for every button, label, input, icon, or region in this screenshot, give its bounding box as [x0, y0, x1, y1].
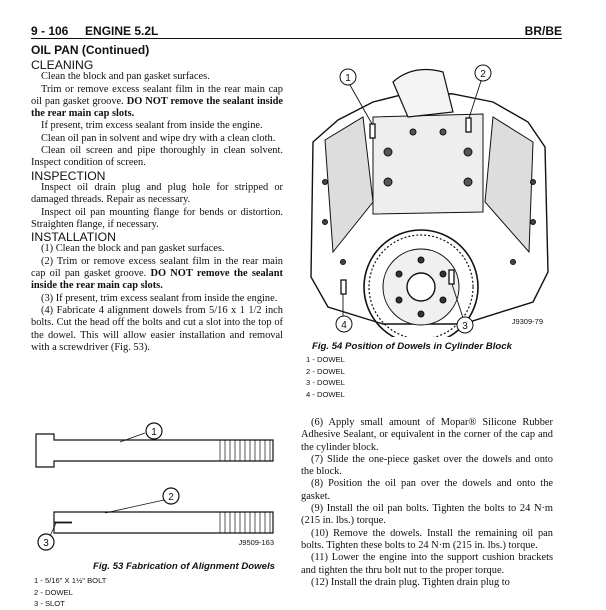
installation-step: (3) If present, trim excess sealant from inside the engine.	[41, 292, 278, 304]
legend-item: 3 - DOWEL	[306, 378, 345, 387]
page-header-left	[31, 24, 158, 38]
cleaning-paragraph: Clean oil screen and pipe thoroughly in clean solvent. Inspect condition of screen.	[31, 145, 283, 169]
inspection-paragraph: Inspect oil pan mounting flange for bends or distortion. Straighten flange, if necessary.	[31, 206, 283, 230]
legend-item: 1 - DOWEL	[306, 355, 345, 364]
fig54-drawing	[303, 62, 555, 337]
installation-step: (8) Position the oil pan over the dowels and onto the gasket.	[301, 478, 553, 502]
fig53-caption: Fig. 53 Fabrication of Alignment Dowels	[93, 561, 275, 572]
fig53-drawing	[30, 420, 285, 555]
right-text-column	[301, 417, 553, 589]
fig54-callout: 2	[480, 69, 486, 80]
fig54-code: J9309-79	[511, 317, 543, 326]
installation-step: (10) Remove the dowels. Install the remaining oil pan bolts. Tighten these bolts to 24 N·m (215 in. lbs.) torque.	[301, 527, 553, 551]
section-title: OIL PAN (Continued)	[31, 43, 150, 57]
cleaning-paragraph: Trim or remove excess sealant film in the rear main cap oil pan gasket groove. DO NOT remove the sealant inside the rear main cap slots.	[31, 83, 283, 120]
fig53-callout: 2	[168, 492, 174, 503]
fig54-callout: 4	[341, 320, 347, 331]
fig53-legend	[34, 575, 106, 610]
cleaning-paragraph: Clean oil pan in solvent and wipe dry with a clean cloth.	[41, 132, 276, 144]
installation-step: (7) Slide the one-piece gasket over the dowels and onto the block.	[301, 453, 553, 478]
installation-step: (2) Trim or remove excess sealant film in the rear main cap oil pan gasket groove. DO NOT remove the sealant inside the rear main cap slots.	[31, 255, 283, 292]
left-text-column	[31, 59, 283, 354]
fig53-callout: 1	[151, 427, 157, 438]
legend-item: 3 - SLOT	[34, 599, 65, 608]
inspection-heading: INSPECTION	[31, 168, 106, 183]
legend-item: 2 - DOWEL	[34, 587, 73, 597]
fig53-code: J9509-163	[238, 538, 274, 547]
legend-item: 2 - DOWEL	[306, 366, 345, 376]
cleaning-paragraph: Clean the block and pan gasket surfaces.	[41, 71, 210, 83]
fig54-caption: Fig. 54 Position of Dowels in Cylinder Block	[312, 341, 512, 352]
installation-step: (9) Install the oil pan bolts. Tighten the bolts to 24 N·m (215 in. lbs.) torque.	[301, 503, 553, 527]
legend-item: 4 - DOWEL	[306, 389, 345, 399]
installation-step: (12) Install the drain plug. Tighten drain plug to	[311, 576, 510, 588]
header-rule	[31, 38, 562, 39]
cleaning-paragraph: If present, trim excess sealant from inside the engine.	[41, 120, 263, 132]
fig54-callout: 1	[345, 73, 351, 84]
inspection-paragraph: Inspect oil drain plug and plug hole for stripped or damaged threads. Repair as necessary.	[31, 181, 283, 206]
fig53-callout: 3	[43, 538, 49, 549]
legend-item: 1 - 5/16" X 1½" BOLT	[34, 576, 107, 585]
cleaning-heading: CLEANING	[31, 58, 94, 72]
installation-heading: INSTALLATION	[31, 230, 116, 245]
installation-step: (6) Apply small amount of Mopar® Silicone Rubber Adhesive Sealant, or equivalent in the corner of the cap and the cylinder block.	[301, 417, 553, 453]
engine-title: ENGINE 5.2L	[85, 24, 159, 38]
model-code: BR/BE	[524, 24, 562, 38]
page-reference: 9 - 106	[31, 24, 69, 38]
installation-step: (4) Fabricate 4 alignment dowels from 5/16 x 1 1/2 inch bolts. Cut the head off the bolts and cut a slot into the top of the dowel. This will allow easier installation and removal with a screwdriver (Fig. 53).	[31, 304, 283, 353]
fig54-callout: 3	[462, 321, 468, 332]
fig54-legend	[306, 354, 345, 400]
installation-step: (1) Clean the block and pan gasket surfaces.	[41, 243, 225, 255]
installation-step: (11) Lower the engine into the support cushion brackets and tighten the thru bolt nut to the proper torque.	[301, 552, 553, 576]
